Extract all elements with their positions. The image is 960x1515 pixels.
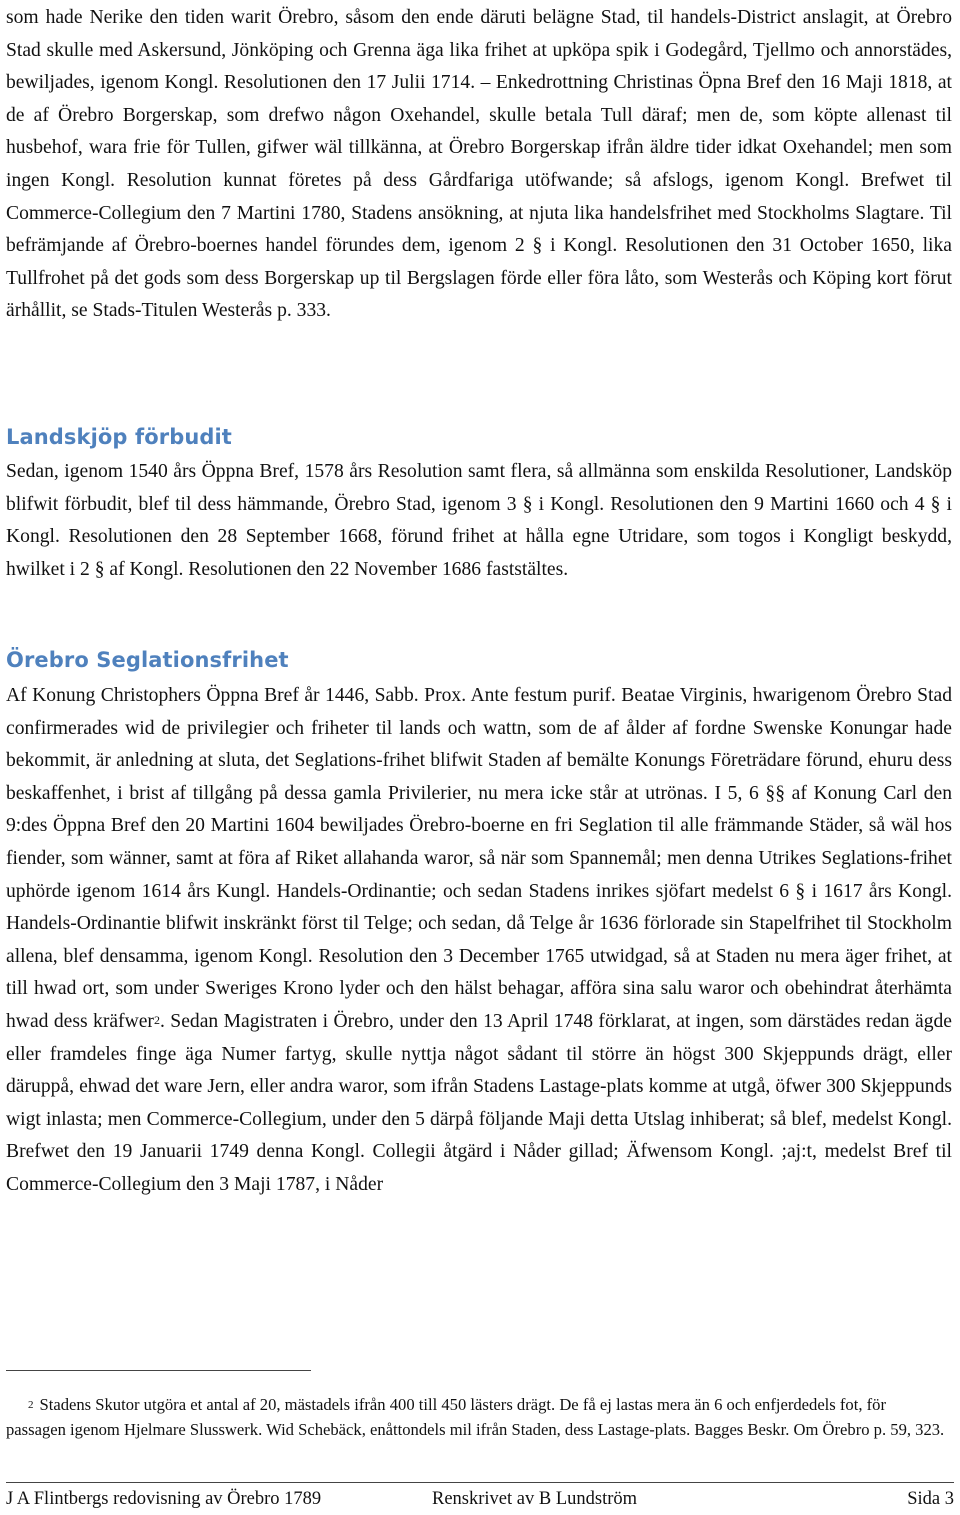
footer-page-number: Sida 3 [907, 1489, 954, 1509]
intro-paragraph: som hade Nerike den tiden warit Örebro, såsom den ende däruti belägne Stad, til handels-District anslagit, at Örebro Stad skulle med Askersund, Jönköping och Grenna äga lika frihet at upköpa spik i Godegård, Tjellmo och annorstädes, bewiljades, igenom Kongl. Resolutionen den 17 Julii 1714. – Enkedrottning Christinas Öpna Bref den 16 Maji 1818, at de af Örebro Borgerskap, som drefwo någon Oxehandel, skulle betala Tull däraf; men de, som köpte allenast til husbehof, wara frie för Tullen, gifwer wäl tillkänna, at Örebro Borgerskap ifrån äldre tider idkat Oxehandel; men som ingen Kongl. Resolution kunnat företes på dess Gårdfariga utöfwande; så afslogs, igenom Kongl. Brefwet til Commerce-Collegium den 7 Martini 1780, Stadens ansökning, at njuta lika handelsfrihet med Stockholms Slagtare. Til befrämjande af Örebro-boernes handel förundes dem, igenom 2 § i Kongl. Resolutionen den 31 October 1650, lika Tullfrohet på det gods som dess Borgerskap up til Bergslagen förde eller föra låto, som Westerås och Köping kort förut ärhållit, se Stads-Titulen Westerås p. 333. [6, 7, 952, 322]
footer-transcriber: Renskrivet av B Lundström [432, 1489, 638, 1509]
section-heading-landskjop: Landskjöp förbudit [6, 425, 232, 449]
section-paragraph-landskjop: Sedan, igenom 1540 års Öppna Bref, 1578 års Resolution samt flera, så allmänna som enskilda Resolutioner, Landsköp blifwit förbudit, blef til dess hämmande, Örebro Stad, igenom 3 § i Kongl. Resolutionen den 9 Martini 1660 och 4 § i Kongl. Resolutionen den 28 September 1668, förund frihet at hålla egne Utridare, som togos i Kongligt beskydd, hwilket i 2 § af Kongl. Resolutionen den 22 November 1686 faststältes. [6, 461, 952, 580]
paragraph-text-part-1: Af Konung Christophers Öppna Bref år 1446, Sabb. Prox. Ante festum purif. Beatae Virginis, hwarigenom Örebro Stad confirmerades wid de privilegier och friheter til lands och wattn, som de af ålder af fordne Swenske Konungar hade bekommit, är anledning at sluta, det Seglations-frihet blifwit Staden af bemälte Konungs Företrädare förund, ehuru dess beskaffenhet, i brist af tillgång på dessa gamla Privilerier, nu mera icke står at utrönas. I 5, 6 §§ af Konung Carl den 9:des Öppna Bref den 20 Martini 1604 bewiljades Örebro-boerne en fri Seglation til alle främmande Städer, så wäl hos fiender, som wänner, samt at föra af Riket allahanda waror, så när som Spannemål; men denna Utrikes Seglations-frihet uphörde igenom 1614 års Kungl. Handels-Ordinantie; och sedan Stadens inrikes sjöfart medelst 6 § i 1617 års Kongl. Handels-Ordinantie blifwit inskränkt först til Telge; och sedan, då Telge år 1636 förlorade sin Stapelfrihet til Stockholm allena, blef densamma, igenom Kongl. Resolution den 3 December 1765 utwidgad, så at Staden nu mera äger frihet, at till hwad ort, som under Sweriges Krono lyder och den hälst behagar, afföra sina salu waror och obehindrat återhämta hwad dess kräfwer [6, 685, 952, 1032]
footnote [6, 1393, 950, 1442]
section-heading-seglationsfrihet: Örebro Seglationsfrihet [6, 648, 289, 672]
section-paragraph-seglationsfrihet [6, 680, 952, 1202]
footer-author: J A Flintbergs redovisning av Örebro 1789 [6, 1489, 322, 1509]
footnote-separator [6, 1370, 311, 1371]
footnote-text: Stadens Skutor utgöra et antal af 20, mästadels ifrån 400 till 450 lästers drägt. De få ej lastas mera än 6 och enfjerdedels fot, för passagen igenom Hjelmare Slusswerk. Wid Schebäck, enåttondels mil ifrån Staden, dess Lastage-plats. Bagges Beskr. Om Örebro p. 59, 323. [6, 1395, 945, 1439]
footnote-reference[interactable]: 2 [153, 1012, 160, 1027]
page-footer [6, 1489, 954, 1513]
paragraph-text-part-2: . Sedan Magistraten i Örebro, under den 13 April 1748 förklarat, at ingen, som därstädes redan ägde eller framdeles finge äga Numer fartyg, skulle nyttja något sådant til större än högst 300 Skjeppunds drägt, eller däruppå, ehwad det ware Jern, eller andra waror, som ifrån Stadens Lastage-plats komme at utgå, öfwer 300 Skjeppunds wigt inlasta; men Commerce-Collegium, under den 5 därpå följande Maji detta Utslag inhiberat; så blef, medelst Kongl. Brefwet den 19 Januarii 1749 denna Kongl. Collegii åtgärd i Nåder gillad; Äfwensom Kongl. ;aj:t, medelst Bref til Commerce-Collegium den 3 Maji 1787, i Nåder [6, 1010, 952, 1195]
footnote-mark: 2 [28, 1399, 34, 1411]
footer-separator [6, 1482, 954, 1483]
